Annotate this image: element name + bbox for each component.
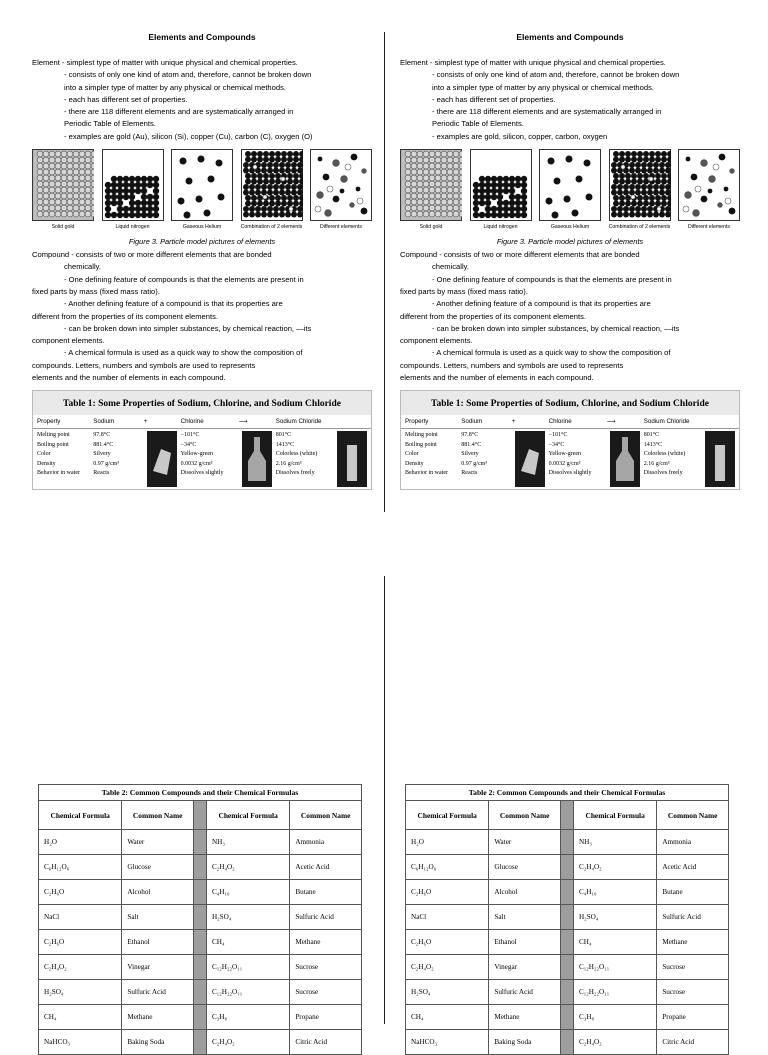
element-bullet: Periodic Table of Elements. bbox=[64, 119, 156, 129]
properties-table bbox=[400, 390, 740, 490]
element-bullet: - consists of only one kind of atom and, therefore, cannot be broken down bbox=[64, 70, 312, 80]
properties-header-cell: Property bbox=[405, 418, 429, 426]
formula-cell: H₂SO₄ bbox=[573, 905, 656, 930]
properties-header-cell: + bbox=[143, 418, 148, 426]
table-gap bbox=[193, 905, 206, 930]
chlorine-photo bbox=[242, 431, 272, 487]
compound-bullet: different from the properties of its component elements. bbox=[400, 311, 587, 321]
element-definition-text: - simplest type of matter with unique physical and chemical properties. bbox=[59, 58, 298, 67]
name-cell: Butane bbox=[657, 880, 729, 905]
compound-bullet: - can be broken down into simpler substances, by chemical reaction, —its bbox=[432, 323, 680, 333]
name-header: Common Name bbox=[122, 801, 194, 830]
properties-cell: 0.97 g/cm³ bbox=[461, 460, 488, 467]
formula-cell: C₂H₄O₂ bbox=[206, 1030, 289, 1055]
element-bullet: - each has different set of properties. bbox=[64, 94, 188, 104]
name-cell: Salt bbox=[489, 905, 561, 930]
properties-header-cell: Sodium bbox=[93, 418, 115, 426]
particle-model-item bbox=[102, 149, 164, 235]
table-gap bbox=[560, 1005, 573, 1030]
properties-column bbox=[644, 431, 735, 487]
properties-column bbox=[37, 431, 93, 487]
properties-column bbox=[461, 431, 511, 487]
element-bullet: Periodic Table of Elements. bbox=[432, 119, 524, 129]
table-row bbox=[406, 880, 729, 905]
formula-cell: NaHCO₃ bbox=[406, 1030, 489, 1055]
particle-model-label: Combination of 2 elements bbox=[608, 224, 671, 231]
properties-header-cell: + bbox=[511, 418, 516, 426]
element-bullet: - there are 118 different elements and are systematically arranged in bbox=[432, 107, 662, 117]
properties-cell: Yellow-green bbox=[180, 451, 214, 458]
worksheet-column-left bbox=[32, 32, 372, 490]
table-row bbox=[406, 955, 729, 980]
element-bullet: into a simpler type of matter by any physical or chemical methods. bbox=[64, 82, 287, 92]
compound-bullet: - can be broken down into simpler substances, by chemical reaction, —its bbox=[64, 323, 312, 333]
compound-definition-text: - consists of two or more different elements that are bonded bbox=[437, 250, 640, 260]
properties-cell: Reacts bbox=[93, 470, 110, 477]
page-title: Elements and Compounds bbox=[516, 32, 624, 42]
name-cell: Glucose bbox=[489, 855, 561, 880]
element-examples: - examples are gold, silicon, copper, carbon, oxygen bbox=[432, 131, 608, 141]
compound-definition bbox=[32, 249, 372, 261]
formula-cell: C₂H₄O₂ bbox=[206, 855, 289, 880]
properties-cell: Behavior in water bbox=[405, 470, 448, 477]
compound-bullet: - A chemical formula is used as a quick way to show the composition of bbox=[64, 348, 303, 358]
sodium-photo bbox=[147, 431, 177, 487]
formula-cell: CH₄ bbox=[573, 930, 656, 955]
properties-cell: 0.97 g/cm³ bbox=[93, 460, 120, 467]
table-row bbox=[39, 905, 362, 930]
table-row bbox=[406, 830, 729, 855]
properties-table-body bbox=[33, 429, 371, 489]
name-cell: Acetic Acid bbox=[290, 855, 362, 880]
properties-table-title: Table 1: Some Properties of Sodium, Chlorine, and Sodium Chloride bbox=[401, 391, 739, 415]
column-divider bbox=[384, 576, 385, 1024]
compound-bullet: compounds. Letters, numbers and symbols are used to represents bbox=[400, 360, 624, 370]
particle-model-image bbox=[171, 149, 233, 221]
name-cell: Vinegar bbox=[489, 955, 561, 980]
name-cell: Methane bbox=[290, 930, 362, 955]
particle-model-label: Different elements bbox=[319, 224, 362, 231]
table-gap bbox=[193, 830, 206, 855]
particle-model-label: Gaseous Helium bbox=[182, 224, 222, 231]
properties-cell: Yellow-green bbox=[548, 451, 582, 458]
properties-table-title: Table 1: Some Properties of Sodium, Chlorine, and Sodium Chloride bbox=[33, 391, 371, 415]
compound-bullet: fixed parts by mass (fixed mass ratio). bbox=[400, 286, 528, 296]
name-cell: Sulfuric Acid bbox=[122, 980, 194, 1005]
properties-column bbox=[276, 431, 367, 487]
properties-table-header bbox=[33, 415, 371, 429]
table-gap bbox=[560, 955, 573, 980]
properties-cell: −34°C bbox=[180, 441, 197, 448]
compound-term: Compound bbox=[400, 250, 438, 260]
element-definition-text: - simplest type of matter with unique physical and chemical properties. bbox=[427, 58, 666, 67]
salt-photo bbox=[337, 431, 367, 487]
figure-caption: Figure 3. Particle model pictures of elements bbox=[128, 237, 276, 247]
compound-bullet: different from the properties of its component elements. bbox=[32, 311, 219, 321]
properties-cell: Density bbox=[405, 460, 424, 467]
properties-column bbox=[93, 431, 143, 487]
sodium-photo bbox=[515, 431, 545, 487]
table-row bbox=[406, 905, 729, 930]
properties-column bbox=[239, 431, 276, 487]
formula-cell: H₂SO₄ bbox=[406, 980, 489, 1005]
formula-header: Chemical Formula bbox=[206, 801, 289, 830]
properties-column bbox=[144, 431, 181, 487]
table-row bbox=[406, 1005, 729, 1030]
formula-cell: C₂H₆O bbox=[406, 880, 489, 905]
compounds-table-header bbox=[406, 801, 729, 830]
formula-header: Chemical Formula bbox=[573, 801, 656, 830]
properties-cell: Dissolves freely bbox=[275, 470, 315, 477]
formula-header: Chemical Formula bbox=[406, 801, 489, 830]
properties-cell: Dissolves slightly bbox=[180, 470, 224, 477]
compound-bullet: - One defining feature of compounds is that the elements are present in bbox=[432, 274, 672, 284]
name-cell: Water bbox=[489, 830, 561, 855]
properties-column bbox=[549, 431, 607, 487]
particle-model-image bbox=[241, 149, 303, 221]
particle-model-label: Liquid nitrogen bbox=[483, 224, 518, 231]
properties-header-cell: Chlorine bbox=[180, 418, 204, 426]
compound-definition-text: - consists of two or more different elements that are bonded bbox=[69, 250, 272, 260]
properties-cell: Silvery bbox=[461, 451, 479, 458]
particle-model-image bbox=[470, 149, 532, 221]
table-row bbox=[39, 955, 362, 980]
page-title: Elements and Compounds bbox=[148, 32, 256, 42]
name-cell: Ethanol bbox=[489, 930, 561, 955]
name-cell: Citric Acid bbox=[290, 1030, 362, 1055]
properties-cell: 2.16 g/cm³ bbox=[275, 460, 302, 467]
formula-cell: CH₄ bbox=[406, 1005, 489, 1030]
name-cell: Ammonia bbox=[290, 830, 362, 855]
element-term: Element bbox=[32, 58, 60, 67]
table-row bbox=[406, 930, 729, 955]
element-bullet: - there are 118 different elements and are systematically arranged in bbox=[64, 107, 294, 117]
name-cell: Methane bbox=[489, 1005, 561, 1030]
name-cell: Sucrose bbox=[290, 955, 362, 980]
properties-header-cell: Property bbox=[37, 418, 61, 426]
element-bullet: - consists of only one kind of atom and, therefore, cannot be broken down bbox=[432, 70, 680, 80]
table-row bbox=[406, 1030, 729, 1055]
formula-cell: NH₃ bbox=[206, 830, 289, 855]
table-row bbox=[39, 1005, 362, 1030]
properties-cell: −101°C bbox=[180, 432, 200, 439]
particle-model-label: Solid gold bbox=[419, 224, 443, 231]
element-bullet: - each has different set of properties. bbox=[432, 94, 556, 104]
properties-cell: −101°C bbox=[548, 432, 568, 439]
particle-model-image bbox=[310, 149, 372, 221]
formula-cell: H₂SO₄ bbox=[206, 905, 289, 930]
table-gap bbox=[193, 801, 206, 830]
compounds-table-left bbox=[38, 784, 362, 1055]
table-row bbox=[39, 980, 362, 1005]
table-row bbox=[406, 855, 729, 880]
figure-caption: Figure 3. Particle model pictures of elements bbox=[496, 237, 644, 247]
properties-cell: Dissolves slightly bbox=[548, 470, 592, 477]
compound-bullet: fixed parts by mass (fixed mass ratio). bbox=[32, 286, 160, 296]
compounds-table-caption: Table 2: Common Compounds and their Chemical Formulas bbox=[406, 785, 729, 801]
name-cell: Methane bbox=[657, 930, 729, 955]
properties-cell: 881.4°C bbox=[461, 441, 482, 448]
compound-bullet: elements and the number of elements in each compound. bbox=[400, 373, 594, 383]
table-gap bbox=[560, 830, 573, 855]
name-cell: Alcohol bbox=[489, 880, 561, 905]
formula-cell: C₂H₄O₂ bbox=[39, 955, 122, 980]
table-gap bbox=[193, 1030, 206, 1055]
particle-model-label: Combination of 2 elements bbox=[240, 224, 303, 231]
properties-header-cell: Sodium Chloride bbox=[275, 418, 322, 426]
table-gap bbox=[193, 1005, 206, 1030]
particle-model-label: Gaseous Helium bbox=[550, 224, 590, 231]
properties-cell: 801°C bbox=[643, 432, 660, 439]
table-gap bbox=[193, 855, 206, 880]
compound-definition bbox=[400, 249, 740, 261]
particle-model-image bbox=[32, 149, 94, 221]
name-cell: Alcohol bbox=[122, 880, 194, 905]
properties-header-cell: ⟶ bbox=[606, 418, 616, 426]
table-gap bbox=[560, 801, 573, 830]
compound-continuation: chemically. bbox=[64, 262, 101, 272]
formula-cell: H₂O bbox=[39, 830, 122, 855]
properties-header-cell: Sodium Chloride bbox=[643, 418, 690, 426]
element-definition bbox=[32, 57, 372, 69]
particle-model-item bbox=[678, 149, 740, 235]
name-cell: Sucrose bbox=[290, 980, 362, 1005]
formula-cell: C₂H₄O₂ bbox=[406, 955, 489, 980]
particle-model-item bbox=[609, 149, 671, 235]
table-gap bbox=[560, 855, 573, 880]
properties-cell: Boiling point bbox=[405, 441, 437, 448]
name-cell: Sucrose bbox=[657, 955, 729, 980]
element-term: Element bbox=[400, 58, 428, 67]
formula-cell: NaHCO₃ bbox=[39, 1030, 122, 1055]
properties-cell: 801°C bbox=[275, 432, 292, 439]
formula-cell: NH₃ bbox=[573, 830, 656, 855]
compound-bullet: component elements. bbox=[400, 336, 473, 346]
properties-cell: Melting point bbox=[37, 432, 70, 439]
properties-cell: 97.8°C bbox=[93, 432, 111, 439]
name-header: Common Name bbox=[489, 801, 561, 830]
salt-photo bbox=[705, 431, 735, 487]
properties-column bbox=[405, 431, 461, 487]
formula-cell: H₂SO₄ bbox=[39, 980, 122, 1005]
particle-model-label: Solid gold bbox=[51, 224, 75, 231]
compound-bullet: component elements. bbox=[32, 336, 105, 346]
name-cell: Sulfuric Acid bbox=[489, 980, 561, 1005]
table-gap bbox=[560, 880, 573, 905]
properties-cell: 1413°C bbox=[275, 441, 295, 448]
properties-cell: Density bbox=[37, 460, 56, 467]
properties-cell: Dissolves freely bbox=[643, 470, 683, 477]
formula-cell: C₆H₁₂O₆ bbox=[406, 855, 489, 880]
formula-cell: CH₄ bbox=[206, 930, 289, 955]
table-gap bbox=[560, 980, 573, 1005]
compounds-table-caption: Table 2: Common Compounds and their Chemical Formulas bbox=[39, 785, 362, 801]
table-row bbox=[39, 880, 362, 905]
particle-model-item bbox=[310, 149, 372, 235]
formula-cell: C₁₂H₂₂O₁₁ bbox=[573, 980, 656, 1005]
properties-cell: Melting point bbox=[405, 432, 438, 439]
particle-model-image bbox=[539, 149, 601, 221]
name-cell: Propane bbox=[290, 1005, 362, 1030]
formula-cell: C₂H₄O₂ bbox=[573, 855, 656, 880]
compound-bullet: - Another defining feature of a compound is that its properties are bbox=[64, 299, 283, 309]
particle-model-item bbox=[241, 149, 303, 235]
formula-cell: NaCl bbox=[39, 905, 122, 930]
formula-cell: C₄H₁₀ bbox=[573, 880, 656, 905]
formula-cell: C₁₂H₂₂O₁₁ bbox=[206, 955, 289, 980]
table-gap bbox=[193, 980, 206, 1005]
formula-cell: C₁₂H₂₂O₁₁ bbox=[206, 980, 289, 1005]
formula-cell: C₁₂H₂₂O₁₁ bbox=[573, 955, 656, 980]
compounds-table-right bbox=[405, 784, 729, 1055]
particle-model-item bbox=[171, 149, 233, 235]
table-gap bbox=[560, 905, 573, 930]
properties-cell: Colorless (white) bbox=[643, 451, 686, 458]
formula-cell: C₃H₈ bbox=[573, 1005, 656, 1030]
formula-cell: C₃H₈ bbox=[206, 1005, 289, 1030]
name-cell: Sucrose bbox=[657, 980, 729, 1005]
formula-cell: C₂H₄O₂ bbox=[573, 1030, 656, 1055]
particle-model-item bbox=[539, 149, 601, 235]
properties-header-cell: Sodium bbox=[461, 418, 483, 426]
name-cell: Baking Soda bbox=[122, 1030, 194, 1055]
name-cell: Citric Acid bbox=[657, 1030, 729, 1055]
particle-model-item bbox=[400, 149, 462, 235]
particle-model-figure bbox=[32, 149, 372, 235]
properties-cell: Boiling point bbox=[37, 441, 69, 448]
compound-bullet: - Another defining feature of a compound is that its properties are bbox=[432, 299, 651, 309]
properties-cell: Color bbox=[37, 451, 51, 458]
properties-column bbox=[181, 431, 239, 487]
table-gap bbox=[193, 880, 206, 905]
particle-model-item bbox=[470, 149, 532, 235]
properties-cell: −34°C bbox=[548, 441, 565, 448]
table-gap bbox=[193, 955, 206, 980]
formula-cell: C₂H₆O bbox=[39, 930, 122, 955]
element-bullet: into a simpler type of matter by any physical or chemical methods. bbox=[432, 82, 655, 92]
particle-model-label: Different elements bbox=[687, 224, 730, 231]
table-gap bbox=[560, 1030, 573, 1055]
name-cell: Glucose bbox=[122, 855, 194, 880]
column-divider bbox=[384, 32, 385, 512]
name-cell: Vinegar bbox=[122, 955, 194, 980]
particle-model-image bbox=[678, 149, 740, 221]
name-cell: Acetic Acid bbox=[657, 855, 729, 880]
properties-table-header bbox=[401, 415, 739, 429]
properties-cell: Silvery bbox=[93, 451, 111, 458]
compound-bullet: compounds. Letters, numbers and symbols are used to represents bbox=[32, 360, 256, 370]
properties-cell: Reacts bbox=[461, 470, 478, 477]
properties-table bbox=[32, 390, 372, 490]
compound-bullet: elements and the number of elements in each compound. bbox=[32, 373, 226, 383]
compound-bullet: - A chemical formula is used as a quick way to show the composition of bbox=[432, 348, 671, 358]
formula-cell: C₆H₁₂O₆ bbox=[39, 855, 122, 880]
compound-bullet: - One defining feature of compounds is that the elements are present in bbox=[64, 274, 304, 284]
compounds-table-header bbox=[39, 801, 362, 830]
particle-model-image bbox=[400, 149, 462, 221]
formula-cell: CH₄ bbox=[39, 1005, 122, 1030]
formula-cell: H₂O bbox=[406, 830, 489, 855]
particle-model-figure bbox=[400, 149, 740, 235]
table-gap bbox=[193, 930, 206, 955]
formula-cell: C₂H₆O bbox=[406, 930, 489, 955]
properties-cell: 881.4°C bbox=[93, 441, 114, 448]
formula-cell: NaCl bbox=[406, 905, 489, 930]
properties-table-body bbox=[401, 429, 739, 489]
name-header: Common Name bbox=[657, 801, 729, 830]
properties-cell: Behavior in water bbox=[37, 470, 80, 477]
properties-column bbox=[512, 431, 549, 487]
element-definition bbox=[400, 57, 740, 69]
formula-cell: C₄H₁₀ bbox=[206, 880, 289, 905]
properties-cell: Color bbox=[405, 451, 419, 458]
particle-model-image bbox=[609, 149, 671, 221]
name-cell: Salt bbox=[122, 905, 194, 930]
name-cell: Sulfuric Acid bbox=[290, 905, 362, 930]
properties-header-cell: ⟶ bbox=[238, 418, 248, 426]
properties-cell: 0.0032 g/cm³ bbox=[548, 460, 581, 467]
table-row bbox=[39, 930, 362, 955]
worksheet-column-right bbox=[400, 32, 740, 490]
properties-cell: 97.8°C bbox=[461, 432, 479, 439]
properties-cell: 1413°C bbox=[643, 441, 663, 448]
particle-model-image bbox=[102, 149, 164, 221]
compound-term: Compound bbox=[32, 250, 70, 260]
table-row bbox=[39, 1030, 362, 1055]
name-cell: Ethanol bbox=[122, 930, 194, 955]
properties-column bbox=[607, 431, 644, 487]
element-examples: - examples are gold (Au), silicon (Si), copper (Cu), carbon (C), oxygen (O) bbox=[64, 131, 313, 141]
formula-header: Chemical Formula bbox=[39, 801, 122, 830]
properties-cell: 0.0032 g/cm³ bbox=[180, 460, 213, 467]
table-row bbox=[39, 855, 362, 880]
table-row bbox=[406, 980, 729, 1005]
properties-cell: Colorless (white) bbox=[275, 451, 318, 458]
name-cell: Baking Soda bbox=[489, 1030, 561, 1055]
name-cell: Sulfuric Acid bbox=[657, 905, 729, 930]
formula-cell: C₂H₆O bbox=[39, 880, 122, 905]
properties-header-cell: Chlorine bbox=[548, 418, 572, 426]
compound-continuation: chemically. bbox=[432, 262, 469, 272]
name-cell: Ammonia bbox=[657, 830, 729, 855]
chlorine-photo bbox=[610, 431, 640, 487]
name-cell: Propane bbox=[657, 1005, 729, 1030]
properties-cell: 2.16 g/cm³ bbox=[643, 460, 670, 467]
table-gap bbox=[560, 930, 573, 955]
particle-model-label: Liquid nitrogen bbox=[115, 224, 150, 231]
name-header: Common Name bbox=[290, 801, 362, 830]
name-cell: Methane bbox=[122, 1005, 194, 1030]
name-cell: Water bbox=[122, 830, 194, 855]
particle-model-item bbox=[32, 149, 94, 235]
table-row bbox=[39, 830, 362, 855]
name-cell: Butane bbox=[290, 880, 362, 905]
